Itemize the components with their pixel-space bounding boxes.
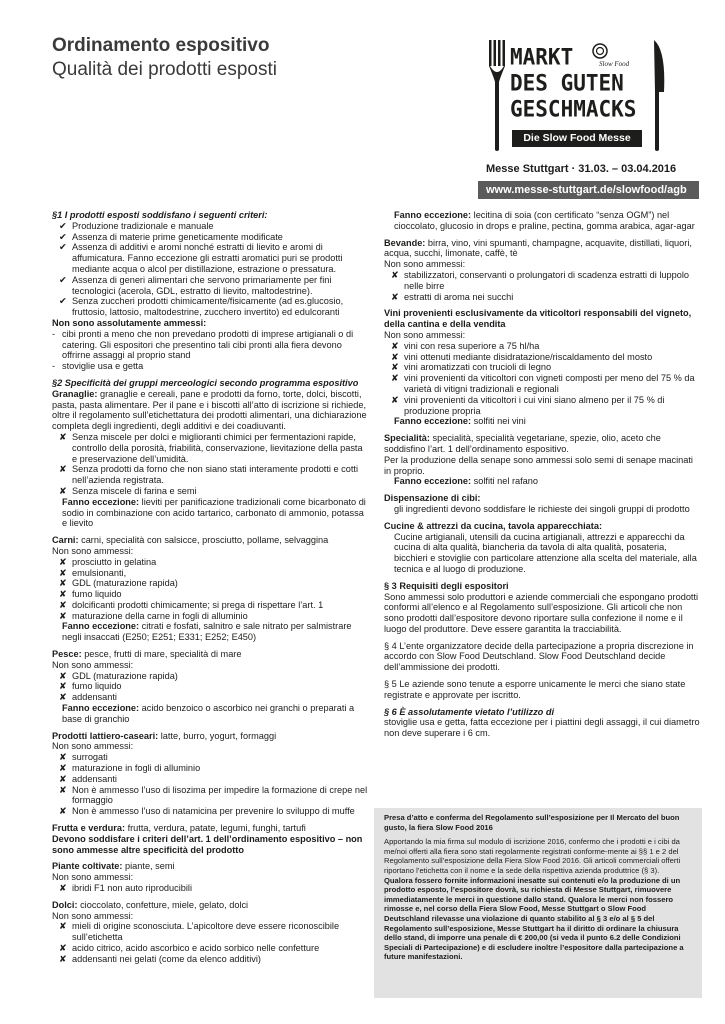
cross-icon: ✘ (59, 610, 67, 621)
section-pesce: Pesce: pesce, frutti di mare, specialità di mare Non sono ammessi: ✘ GDL (maturazione rapida) ✘ fumo liquido ✘ addensanti Fanno eccezione: acido benzoico o ascorbico nei granchi o preparati a base di granchio (52, 649, 370, 725)
website-link[interactable]: www.messe-stuttgart.de/slowfood/agb (478, 181, 699, 199)
page-subtitle: Qualità dei prodotti esposti (52, 59, 277, 80)
section-4: § 4 L’ente organizzatore decide della partecipazione a propria discrezione in accordo con Slow Food Deutschland. Slow Food Deutschland decide dell’ammissione dei prodotti. (384, 640, 694, 673)
cross-icon: ✘ (391, 340, 399, 351)
section-dolci: Dolci: cioccolato, confetture, miele, gelato, dolci Non sono ammessi: ✘ mieli di origine sconosciuta. L’apicoltore deve essere riconoscibile sull’etichetta ✘ acido citrico, acido ascorbico e acido sorbico nelle confetture ✘ addensanti nei gelati (come da elenco additivi) (52, 900, 370, 965)
list-item: ✘ maturazione della carne in fogli di alluminio (59, 610, 248, 621)
cross-icon: ✘ (59, 485, 67, 496)
list-item: ✘ ibridi F1 non auto riproducibili (59, 883, 193, 894)
check-icon: ✔ (59, 231, 67, 242)
cross-icon: ✘ (391, 394, 399, 405)
cross-icon: ✘ (59, 943, 67, 953)
cross-icon: ✘ (59, 431, 67, 442)
cross-icon: ✘ (59, 681, 67, 692)
section-specialita: Specialità: specialità, specialità vegetariane, spezie, olio, aceto che soddisfino l’art. 1 dell’ordinamento espositivo. Per la produzione della senape sono ammessi solo semi di senape macinati in proprio. Fanno eccezione: solfiti nel rafano (384, 433, 700, 487)
cross-icon: ✘ (59, 921, 67, 932)
section-piante: Piante coltivate: piante, semi Non sono ammessi: ✘ ibridi F1 non auto riproducibili (52, 861, 370, 893)
notice-body: Apportando la mia firma sul modulo di iscrizione 2016, confermo che i prodotti e i cibi da me/noi offerti alla fiera sono stati regolarmente registrati conforme-mente ai §§ 1 e 2 del Regolamento sull’esposizione della Fiera Slow Food 2016. Gli articoli commerciali offerti riportano l’etichetta con il nome e la sede della rispettiva azienda produttrice (§ 3). (384, 837, 681, 875)
section-dispensazione: Dispensazione di cibi: gli ingredienti devono soddisfare le richieste dei singoli gruppi di prodotto (384, 493, 690, 514)
list-item: ✘ vini provenienti da viticoltori i cui vini siano almeno per il 75 % di produzione propria (391, 394, 665, 416)
check-icon: ✔ (59, 274, 67, 285)
cross-icon: ✘ (59, 784, 67, 795)
list-item: ✘ addensanti nei gelati (come da elenco additivi) (59, 953, 261, 964)
fork-icon (486, 40, 508, 152)
cross-icon: ✘ (59, 599, 67, 610)
cross-icon: ✘ (59, 692, 67, 703)
section-carni: Carni: carni, specialità con salsicce, prosciutto, pollame, selvaggina Non sono ammessi: ✘ prosciutto in gelatina ✘ emulsionanti, ✘ GDL (maturazione rapida) ✘ fumo liquido ✘ dolcificanti prodotti chimicamente; si prega di rispettare l’art. 1 ✘ maturazione della carne in fogli di alluminio Fanno eccezione: citrati e fosfati, salnitro e sale nitrato per salmistrare negli insaccati (E250; E251; E331; E252; E450) (52, 535, 370, 643)
list-item: ✘ maturazione in fogli di alluminio (59, 763, 201, 774)
list-item: ✘ vini aromatizzati con trucioli di legno (391, 362, 552, 373)
notice-title: Presa d’atto e conferma del Regolamento sull’esposizione per Il Mercato del buon gusto, la fiera Slow Food 2016 (384, 813, 680, 832)
not-allowed-title: Non sono assolutamente ammessi: (52, 317, 207, 328)
list-item: ✘ stabilizzatori, conservanti o prolungatori di scadenza estratti di luppolo nelle birre (391, 269, 689, 291)
list-item: ✘ GDL (maturazione rapida) (59, 670, 178, 681)
cross-icon: ✘ (59, 773, 67, 784)
section-frutta: Frutta e verdura: frutta, verdura, patate, legumi, funghi, tartufi Devono soddisfare i criteri dell’art. 1 dell’ordinamento espositivo – non sono ammesse altre specificità del prodotto (52, 823, 363, 855)
list-item: ✘ fumo liquido (59, 589, 122, 600)
section-6: § 6 È assolutamente vietato l’utilizzo di stoviglie usa e getta, fatta eccezione per i piattini degli assaggi, il cui diametro non deve superare i 6 cm. (384, 706, 700, 739)
logo-word-2: DES GUTEN (510, 70, 624, 96)
logo-tagline: Die Slow Food Messe (512, 130, 642, 147)
right-column (384, 210, 700, 745)
section-title: §2 Specificità dei gruppi merceologici secondo programma espositivo (52, 377, 359, 388)
check-icon: ✔ (59, 242, 67, 253)
title-block (52, 34, 277, 82)
section-3: § 3 Requisiti degli espositori Sono ammessi solo produttori e aziende commerciali che espongano prodotti conformi all’elenco e al Regolamento sull’esposizione. Gli articoli che non sono prodotti dall’espositore devono riportare sulla confezione il nome e il luogo del produttore. Deve essere garantita la tracciabilità. (384, 580, 699, 634)
section-title: §1 I prodotti esposti soddisfano i seguenti criteri: (52, 210, 268, 220)
cross-icon: ✘ (59, 578, 67, 589)
check-icon: ✔ (59, 220, 67, 231)
list-item: ✘ acido citrico, acido ascorbico e acido sorbico nelle confetture (59, 943, 320, 953)
list-item: ✘ Senza prodotti da forno che non siano stati interamente prodotti e cotti nell’azienda registrata. (59, 464, 359, 486)
section-5: § 5 Le aziende sono tenute a esporre unicamente le merci che siano state registrate e approvate per iscritto. (384, 679, 686, 700)
list-item: ✘ emulsionanti, (59, 567, 127, 578)
section-vini: Vini provenienti esclusivamente da viticoltori responsabili del vigneto, della cantina e della vendita Non sono ammessi: ✘ vini con resa superiore a 75 hl/ha ✘ vini ottenuti mediante disidratazione/riscaldamento del mosto ✘ vini aromatizzati con trucioli di legno ✘ vini provenienti da viticoltori con vigneti composti per meno del 75 % da varietà di vitigni tradizionali e regionali ✘ vini provenienti da viticoltori i cui vini siano almeno per il 75 % di produzione propria Fanno eccezione: solfiti nei vini (384, 308, 700, 427)
section-dolci-cont (384, 210, 700, 232)
section-latte: Prodotti lattiero-caseari: latte, burro, yogurt, formaggi Non sono ammessi: ✘ surrogati ✘ maturazione in fogli di alluminio ✘ addensanti ✘ Non è ammesso l’uso di lisozima per impedire la formazione di crepe nel formaggio ✘ Non è ammesso l’uso di natamicina per prevenire lo sviluppo di muffe (52, 731, 370, 817)
exception-text: Fanno eccezione: solfiti nei vini (394, 416, 526, 427)
cross-icon: ✘ (391, 351, 399, 362)
list-item: ✘ Senza miscele di farina e semi (59, 485, 197, 496)
list-item: ✔ Assenza di generi alimentari che servono primariamente per fini tecnologici (acerola, GDL, estratto di lievito, maltodestrine). (59, 274, 332, 296)
list-item: ✘ dolcificanti prodotti chimicamente; si prega di rispettare l’art. 1 (59, 599, 324, 610)
exception-text: Fanno eccezione: lieviti per panificazione tradizionali come bicarbonato di sodio in combinazione con acido tartarico, carbonato di ammonio, potassa e lievito (62, 496, 366, 529)
list-item: ✔ Assenza di additivi e aromi nonché estratti di lievito e aromi di affumicatura. Fanno eccezione gli estratti aromatici puri se prodotti mediante acqua o alcol per distillazione, estrazione o pressatura. (59, 242, 343, 274)
list-item: ✘ vini con resa superiore a 75 hl/ha (391, 340, 540, 351)
notice-bold: Qualora fossero fornite informazioni inesatte sui contenuti e/o la produzione di un prodotto esposto, l’espositore dovrà, su richiesta di Messe Stuttgart, rimuovere immediatamente le merci in questione dallo stand. Qualora le merci non fossero rimosse e, nel corso della Fiera Slow Food, Messe Stuttgart o Slow Food Deutschland rilevasse una violazione di quanto stabilito al § 3 e/o al § 5 del Regolamento sull’esposizione, Messe Stuttgart ha il diritto di ordinare la chiusura dello stand, di imporre una penale di € 200,00 (si veda il punto 6.2 delle Condizioni Speciali di Partecipazione) e di escludere inoltre l’espositore dalla partecipazione a future manifestazioni. (384, 875, 684, 962)
cross-icon: ✘ (59, 589, 67, 600)
snail-icon (591, 42, 609, 60)
list-item: ✘ GDL (maturazione rapida) (59, 578, 178, 589)
exception-text: Fanno eccezione: lecitina di soia (con certificato “senza OGM”) nel cioccolato, glucosio in drops e praline, pectina, gomma arabica, agar-agar (394, 210, 695, 231)
list-item: ✔ Produzione tradizionale e manuale (59, 220, 214, 231)
page-title: Ordinamento espositivo (52, 35, 270, 56)
cross-icon: ✘ (59, 670, 67, 681)
section-2 (52, 378, 370, 529)
list-item: ✔ Assenza di materie prime geneticamente modificate (59, 231, 283, 242)
list-item: - stoviglie usa e getta (52, 361, 144, 372)
section-cucine: Cucine & attrezzi da cucina, tavola apparecchiata: Cucine artigianali, utensili da cucina artigianali, attrezzi e apparecchi da cucina di alta qualità, biancheria da tavola di alta qualità, posateria, bicchieri e stoviglie con particolare attenzione alla scelta del materiale, alla tecnica e al luogo di produzione. (384, 520, 697, 574)
list-item: ✘ fumo liquido (59, 681, 122, 692)
cross-icon: ✘ (59, 883, 67, 894)
knife-icon (646, 40, 668, 152)
cross-icon: ✘ (59, 953, 67, 964)
cross-icon: ✘ (391, 362, 399, 373)
list-item: ✔ Senza zuccheri prodotti chimicamente/fisicamente (ad es.glucosio, fruttosio, lattosio, maltodestrine, zucchero invertito) ed edulcoranti (59, 296, 344, 318)
list-item: - cibi pronti a meno che non prevedano prodotti di imprese artigianali o di catering. Gli espositori che presentino tali cibi pronti alla fiera devono offrirne assaggi al proprio stand (52, 328, 354, 361)
list-item: ✘ surrogati (59, 752, 108, 763)
list-item: ✘ Non è ammesso l’uso di lisozima per impedire la formazione di crepe nel formaggio (59, 784, 368, 806)
logo-word-1: MARKT (510, 44, 574, 70)
cross-icon: ✘ (391, 269, 399, 280)
list-item: ✘ addensanti (59, 773, 117, 784)
exception-text: Fanno eccezione: citrati e fosfati, salnitro e sale nitrato per salmistrare negli insaccati (E250; E251; E331; E252; E450) (62, 621, 352, 643)
list-item: ✘ estratti di aroma nei succhi (391, 291, 514, 302)
section-bevande: Bevande: birra, vino, vini spumanti, champagne, acquavite, distillati, liquori, acqua, succhi, limonate, caffè, tè Non sono ammessi: ✘ stabilizzatori, conservanti o prolungatori di scadenza estratti di luppolo nelle birre ✘ estratti di aroma nei succhi (384, 238, 700, 303)
granaglie-text: Granaglie: granaglie e cereali, pane e prodotti da forno, torte, dolci, biscotti, pasta, pasta alimentare. Per il pane e i biscotti all’atto di iscrizione si richiede, oltre il regolamento sull’etichettatura dei prodotti alimentari, una dichiarazione completa degli ingredienti, degli additivi e dei coadiuvanti. (52, 388, 367, 432)
cross-icon: ✘ (59, 556, 67, 567)
cross-icon: ✘ (59, 752, 67, 763)
list-item: ✘ Non è ammesso l’uso di natamicina per prevenire lo sviluppo di muffe (59, 806, 355, 817)
left-column (52, 210, 370, 971)
cross-icon: ✘ (59, 806, 67, 817)
cross-icon: ✘ (391, 291, 399, 302)
section-1 (52, 210, 370, 372)
list-item: ✘ mieli di origine sconosciuta. L’apicoltore deve essere riconoscibile sull’etichetta (59, 921, 340, 943)
list-item: ✘ vini provenienti da viticoltori con vigneti composti per meno del 75 % da varietà di vitigni tradizionali e regionali (391, 373, 695, 394)
check-icon: ✔ (59, 296, 67, 307)
confirmation-notice (374, 808, 702, 998)
markt-logo (486, 40, 668, 156)
list-item: ✘ vini ottenuti mediante disidratazione/riscaldamento del mosto (391, 351, 653, 362)
logo-word-3: GESCHMACKS (510, 96, 637, 122)
cross-icon: ✘ (59, 567, 67, 578)
exception-text: Fanno eccezione: solfiti nel rafano (394, 476, 538, 487)
event-dates: Messe Stuttgart · 31.03. – 03.04.2016 (486, 163, 677, 175)
list-item: ✘ prosciutto in gelatina (59, 556, 157, 567)
exception-text: Fanno eccezione: acido benzoico o ascorbico nei granchi o preparati a base di granchio (62, 703, 355, 724)
list-item: ✘ addensanti (59, 692, 117, 703)
cross-icon: ✘ (59, 763, 67, 774)
logo-brand: Slow Food (599, 60, 630, 68)
cross-icon: ✘ (59, 464, 67, 475)
cross-icon: ✘ (391, 373, 399, 384)
list-item: ✘ Senza miscele per dolci e miglioranti chimici per fermentazioni rapide, controllo della porosità, friabilità, conservazione, lievitazione della pasta e preservazione dell’umidità. (59, 431, 363, 464)
